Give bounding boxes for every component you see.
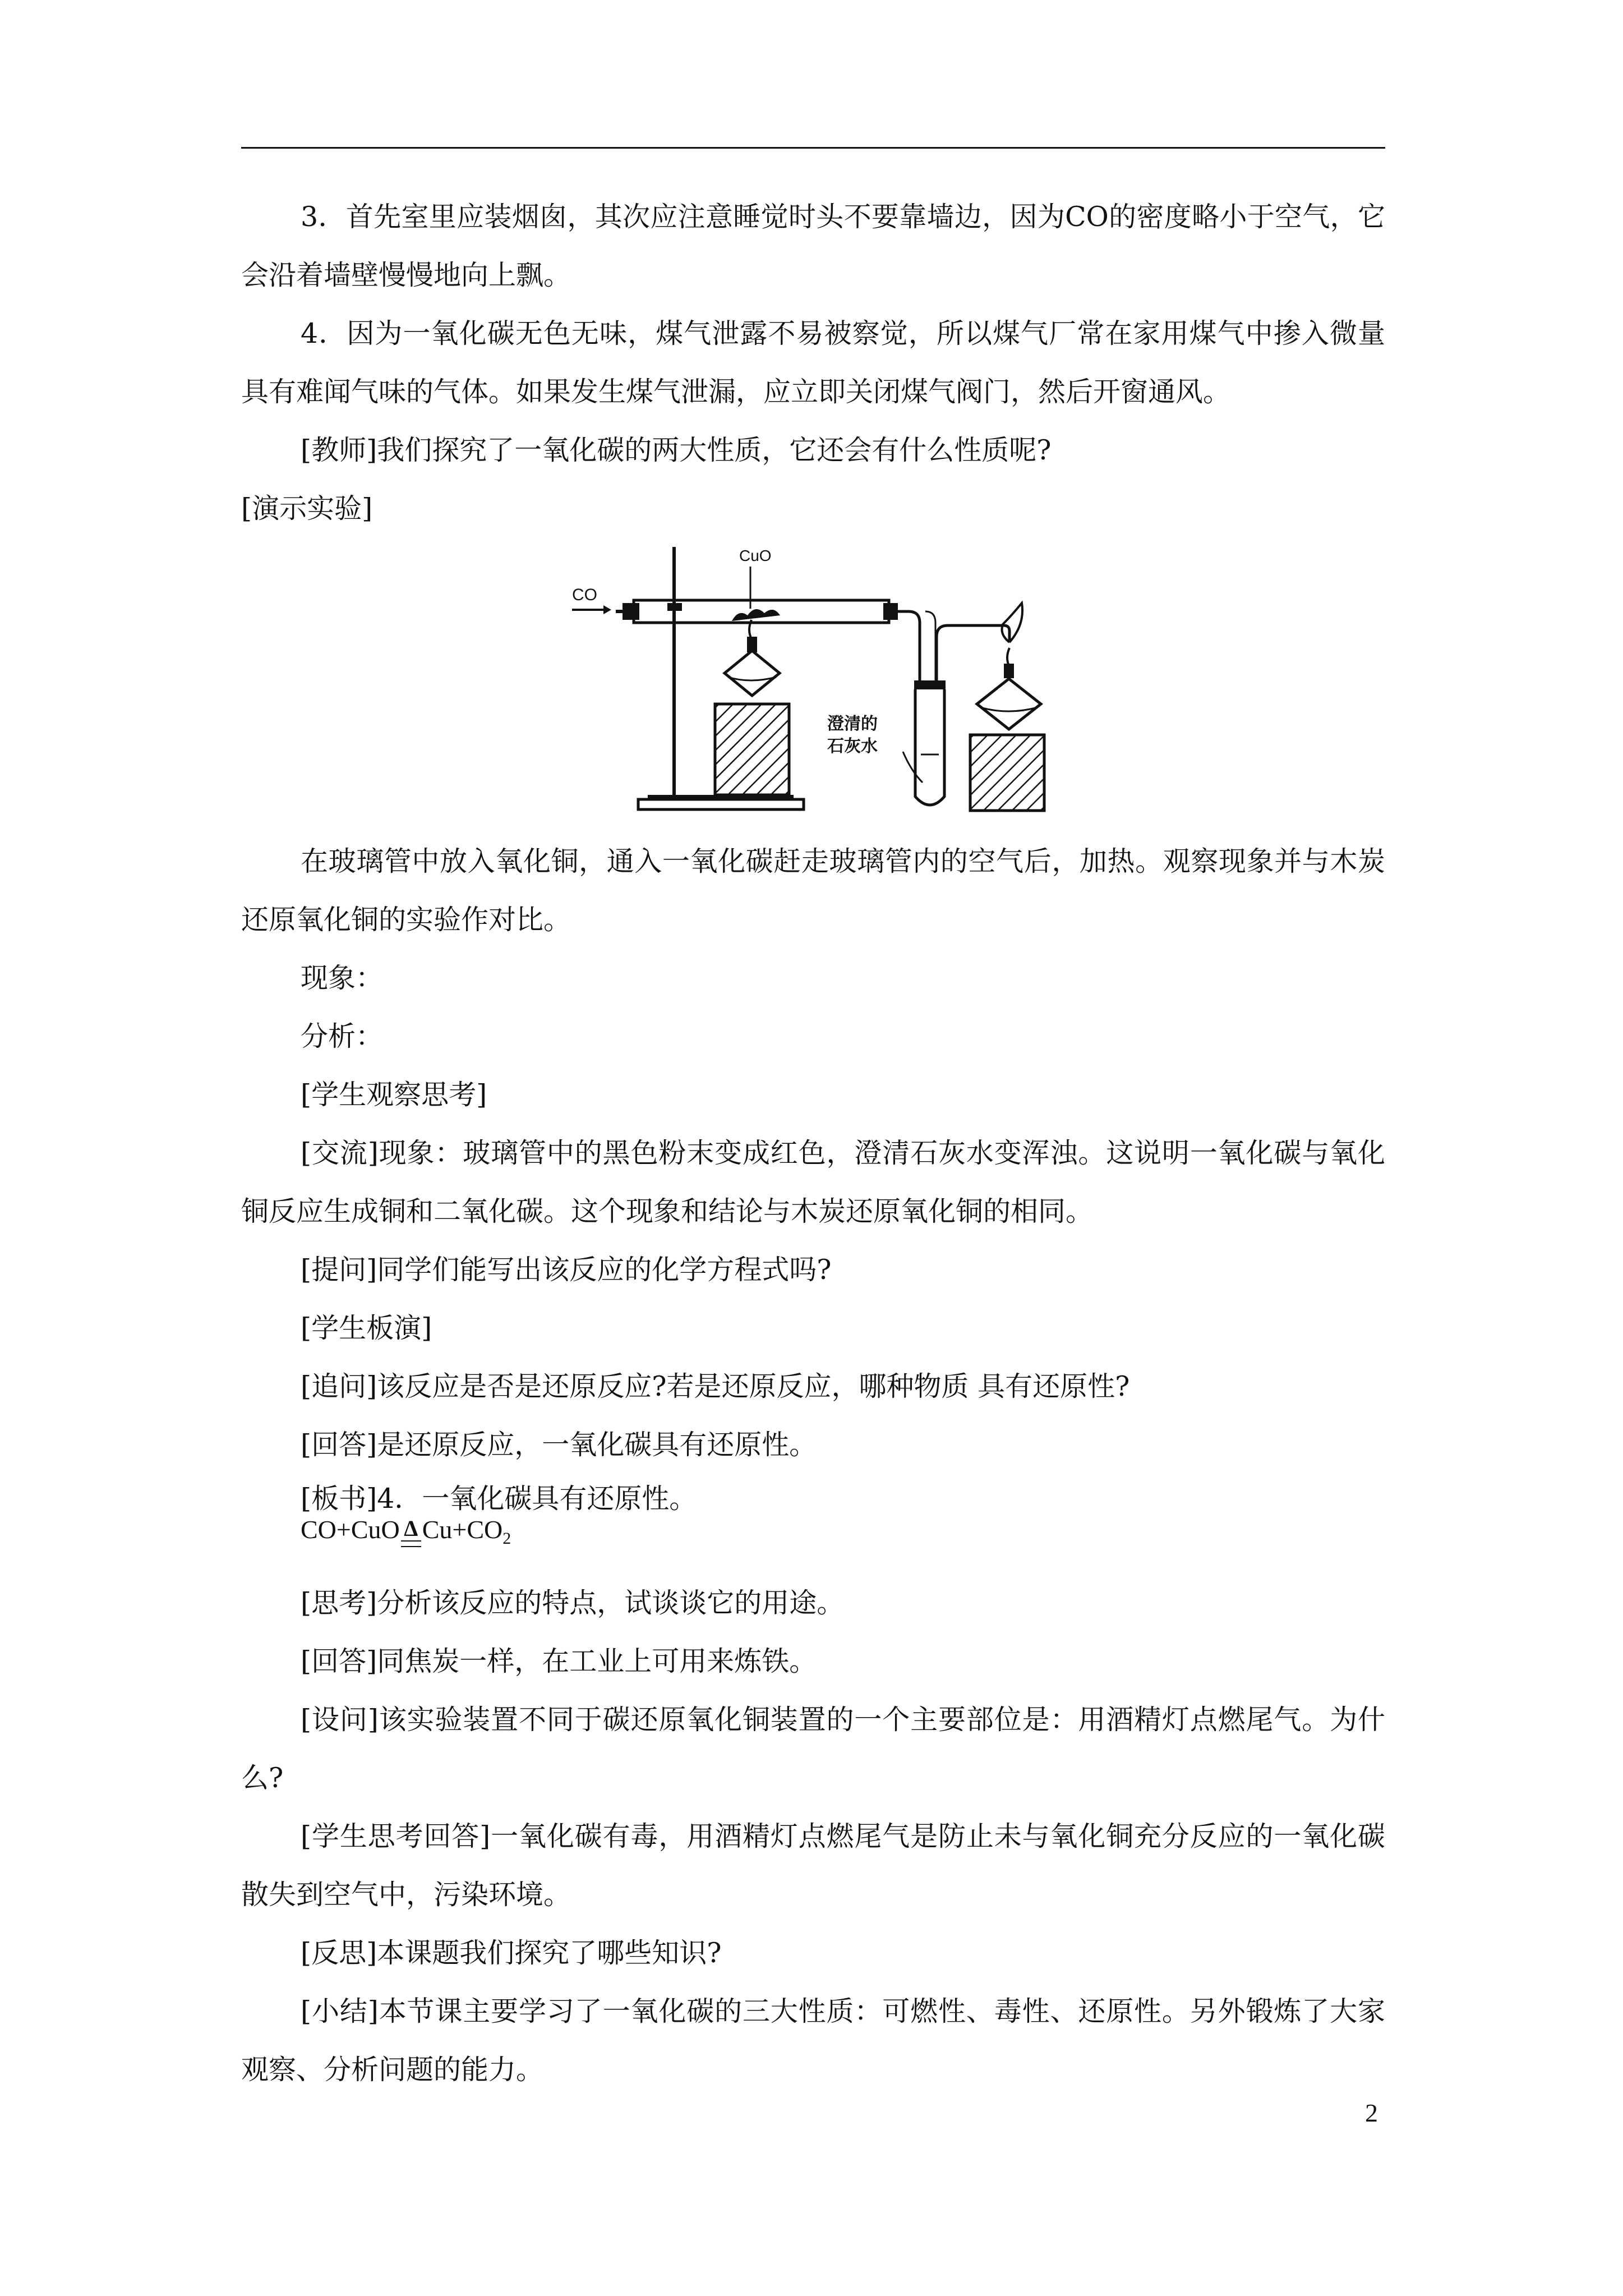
analysis-label: 分析：	[301, 1020, 384, 1052]
think-line: [思考]分析该反应的特点，试谈谈它的用途。	[301, 1587, 845, 1619]
right-lamp	[977, 679, 1041, 729]
label-limewater-2: 石灰水	[827, 737, 878, 756]
reaction-equation	[301, 1515, 511, 1548]
demo-heading: [演示实验]	[241, 493, 373, 524]
question-line: [提问]同学们能写出该反应的化学方程式吗?	[301, 1254, 832, 1286]
equation-right: Cu+CO	[422, 1515, 503, 1544]
heat-condition: Δ	[400, 1515, 422, 1542]
phenomenon-label: 现象：	[301, 962, 384, 994]
paragraph-3: 3．首先室里应装烟囱，其次应注意睡觉时头不要靠墙边，因为CO的密度略小于空气，它会沿着墙壁慢慢地向上飘。	[241, 201, 1385, 291]
label-co: CO	[572, 586, 597, 604]
left-block	[715, 704, 789, 795]
test-tube	[915, 689, 944, 805]
equation-left: CO+CuO	[301, 1515, 400, 1544]
student-answer-paragraph: [学生思考回答]一氧化碳有毒，用酒精灯点燃尾气是防止未与氧化铜充分反应的一氧化碳散失到空气中，污染环境。	[241, 1820, 1385, 1911]
stand-base	[638, 799, 804, 809]
board-demo-line: [学生板演]	[301, 1312, 432, 1344]
observe-line: [学生观察思考]	[301, 1079, 487, 1111]
right-block	[970, 735, 1044, 811]
page-number: 2	[1365, 2099, 1378, 2127]
reflect-line: [反思]本课题我们探究了哪些知识?	[301, 1937, 722, 1969]
follow-up-line: [追问]该反应是否是还原反应?若是还原反应，哪种物质 具有还原性?	[301, 1370, 1130, 1402]
design-question-paragraph: [设问]该实验装置不同于碳还原氧化铜装置的一个主要部位是：用酒精灯点燃尾气。为什么?	[241, 1704, 1385, 1794]
exchange-paragraph: [交流]现象：玻璃管中的黑色粉末变成红色，澄清石灰水变浑浊。这说明一氧化碳与氧化铜反应生成铜和二氧化碳。这个现象和结论与木炭还原氧化铜的相同。	[241, 1137, 1385, 1227]
answer2-line: [回答]同焦炭一样，在工业上可用来炼铁。	[301, 1645, 817, 1677]
teacher-line: [教师]我们探究了一氧化碳的两大性质，它还会有什么性质呢?	[301, 434, 1052, 466]
procedure-paragraph: 在玻璃管中放入氧化铜，通入一氧化碳赶走玻璃管内的空气后，加热。观察现象并与木炭还原氧化铜的实验作对比。	[241, 845, 1385, 936]
label-cuo: CuO	[739, 547, 772, 564]
cuo-powder	[732, 609, 780, 621]
label-limewater-1: 澄清的	[827, 714, 878, 734]
equation-subscript: 2	[502, 1529, 511, 1548]
header-rule	[241, 147, 1385, 149]
paragraph-4: 4．因为一氧化碳无色无味，煤气泄露不易被察觉，所以煤气厂常在家用煤气中掺入微量具有难闻气味的气体。如果发生煤气泄漏，应立即关闭煤气阀门，然后开窗通风。	[241, 318, 1385, 408]
board-line: [板书]4．一氧化碳具有还原性。	[301, 1483, 697, 1515]
left-lamp	[725, 651, 780, 696]
apparatus-figure	[572, 536, 1066, 816]
answer1-line: [回答]是还原反应，一氧化碳具有还原性。	[301, 1429, 817, 1461]
summary-paragraph: [小结]本节课主要学习了一氧化碳的三大性质：可燃性、毒性、还原性。另外锻炼了大家观察、分析问题的能力。	[241, 1995, 1385, 2086]
